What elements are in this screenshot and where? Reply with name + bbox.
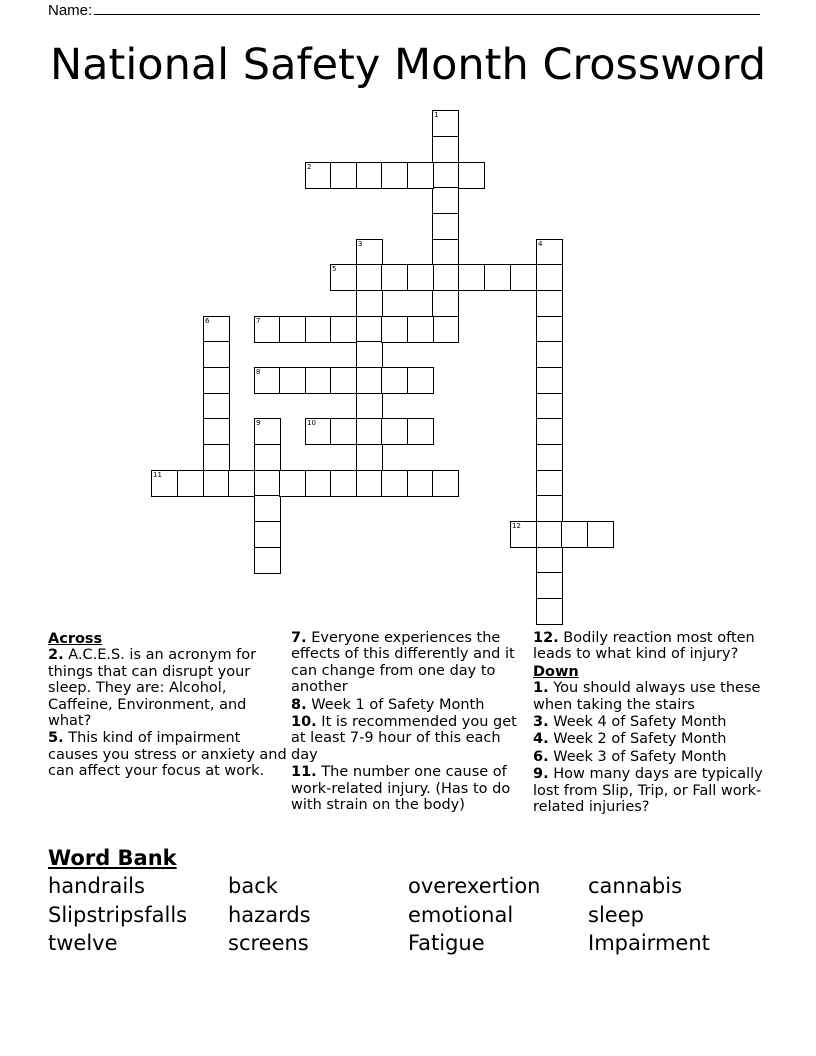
clue-item <box>533 714 773 730</box>
grid-cell[interactable] <box>432 470 459 497</box>
clues-column-1 <box>48 630 288 781</box>
grid-cell[interactable] <box>356 393 383 420</box>
word-bank-item: handrails <box>48 874 145 898</box>
grid-cell[interactable] <box>536 290 563 317</box>
word-bank-item: screens <box>228 931 309 955</box>
grid-cell[interactable] <box>407 367 434 394</box>
clue-number: 12 <box>512 522 521 530</box>
name-label: Name: <box>48 2 93 19</box>
word-bank-item: back <box>228 874 278 898</box>
clue-item-number: 1. <box>533 680 549 697</box>
clue-item-number: 2. <box>48 647 64 664</box>
grid-cell[interactable] <box>381 470 408 497</box>
grid-cell[interactable] <box>381 316 408 343</box>
clue-item-text: It is recommended you get at least 7-9 hour of this each day <box>291 714 517 763</box>
grid-cell[interactable] <box>254 547 281 574</box>
clue-item-number: 9. <box>533 766 549 783</box>
grid-cell[interactable] <box>203 367 230 394</box>
grid-cell[interactable] <box>536 470 563 497</box>
grid-cell[interactable] <box>536 239 563 266</box>
word-bank-item: twelve <box>48 931 118 955</box>
grid-cell[interactable] <box>305 316 332 343</box>
grid-cell[interactable] <box>432 290 459 317</box>
clue-item <box>533 680 773 713</box>
grid-cell[interactable] <box>432 316 459 343</box>
grid-cell[interactable] <box>356 290 383 317</box>
grid-cell[interactable] <box>432 187 459 214</box>
word-bank-item: emotional <box>408 903 514 927</box>
grid-cell[interactable] <box>203 418 230 445</box>
grid-cell[interactable] <box>330 162 357 189</box>
grid-cell[interactable] <box>381 162 408 189</box>
grid-cell[interactable] <box>536 367 563 394</box>
grid-cell[interactable] <box>510 521 537 548</box>
grid-cell[interactable] <box>356 418 383 445</box>
grid-cell[interactable] <box>305 367 332 394</box>
word-bank-item: cannabis <box>588 874 683 898</box>
grid-cell[interactable] <box>228 470 255 497</box>
grid-cell[interactable] <box>432 239 459 266</box>
grid-cell[interactable] <box>279 316 306 343</box>
clue-number: 10 <box>307 419 316 427</box>
clue-number: 8 <box>256 368 261 376</box>
clue-item-text: Week 3 of Safety Month <box>548 748 727 765</box>
grid-cell[interactable] <box>330 316 357 343</box>
grid-cell[interactable] <box>330 418 357 445</box>
across-heading: Across <box>48 631 103 647</box>
grid-cell[interactable] <box>536 444 563 471</box>
clue-item-number: 5. <box>48 730 64 747</box>
grid-cell[interactable] <box>203 444 230 471</box>
grid-cell[interactable] <box>536 341 563 368</box>
grid-cell[interactable] <box>407 264 434 291</box>
grid-cell[interactable] <box>356 470 383 497</box>
grid-cell[interactable] <box>305 418 332 445</box>
grid-cell[interactable] <box>484 264 511 291</box>
grid-cell[interactable] <box>536 521 563 548</box>
clue-number: 6 <box>205 317 210 325</box>
grid-cell[interactable] <box>432 213 459 240</box>
clue-number: 11 <box>153 471 162 479</box>
grid-cell[interactable] <box>356 239 383 266</box>
clue-number: 3 <box>358 240 363 248</box>
clue-number: 4 <box>538 240 543 248</box>
grid-cell[interactable] <box>536 393 563 420</box>
word-bank-item: Slipstripsfalls <box>48 903 188 927</box>
clue-item-text: A.C.E.S. is an acronym for things that can disrupt your sleep. They are: Alcohol, Caffeine, Environment, and what? <box>48 647 257 730</box>
clue-item <box>291 697 529 713</box>
grid-cell[interactable] <box>356 316 383 343</box>
clues-column-2 <box>291 630 529 814</box>
grid-cell[interactable] <box>254 367 281 394</box>
clue-item-text: Everyone experiences the effects of this differently and it can change from one day to another <box>291 630 515 696</box>
grid-cell[interactable] <box>381 367 408 394</box>
grid-cell[interactable] <box>151 470 178 497</box>
page-title: National Safety Month Crossword <box>49 40 767 90</box>
grid-cell[interactable] <box>203 316 230 343</box>
clue-item-text: You should always use these when taking the stairs <box>533 680 761 713</box>
grid-cell[interactable] <box>330 470 357 497</box>
clue-item <box>291 764 529 813</box>
grid-cell[interactable] <box>356 367 383 394</box>
grid-cell[interactable] <box>305 162 332 189</box>
grid-cell[interactable] <box>203 470 230 497</box>
clue-item-text: Week 1 of Safety Month <box>306 696 485 713</box>
grid-cell[interactable] <box>381 418 408 445</box>
clue-item-text: Week 2 of Safety Month <box>548 731 727 748</box>
clue-number: 2 <box>307 163 312 171</box>
grid-cell[interactable] <box>536 495 563 522</box>
grid-cell[interactable] <box>305 470 332 497</box>
grid-cell[interactable] <box>536 418 563 445</box>
grid-cell[interactable] <box>536 572 563 599</box>
word-bank-item: hazards <box>228 903 311 927</box>
grid-cell[interactable] <box>356 341 383 368</box>
word-bank-item: Fatigue <box>408 931 485 955</box>
grid-cell[interactable] <box>177 470 204 497</box>
clues-column-3 <box>533 630 773 816</box>
grid-cell[interactable] <box>432 162 459 189</box>
grid-cell[interactable] <box>458 264 485 291</box>
grid-cell[interactable] <box>458 162 485 189</box>
clue-item <box>533 630 773 663</box>
clue-number: 5 <box>332 265 337 273</box>
grid-cell[interactable] <box>510 264 537 291</box>
word-bank-item: sleep <box>588 903 644 927</box>
grid-cell[interactable] <box>536 316 563 343</box>
grid-cell[interactable] <box>356 444 383 471</box>
clue-item-text: How many days are typically lost from Slip, Trip, or Fall work-related injuries? <box>533 766 763 816</box>
clue-item <box>533 731 773 747</box>
word-bank-item: overexertion <box>408 874 541 898</box>
clue-item-number: 6. <box>533 748 549 765</box>
grid-cell[interactable] <box>203 393 230 420</box>
grid-cell[interactable] <box>279 367 306 394</box>
grid-cell[interactable] <box>561 521 588 548</box>
grid-cell[interactable] <box>279 470 306 497</box>
clue-item-number: 11. <box>291 764 317 781</box>
clue-number: 1 <box>434 111 439 119</box>
grid-cell[interactable] <box>536 547 563 574</box>
grid-cell[interactable] <box>254 418 281 445</box>
clue-item <box>533 749 773 765</box>
grid-cell[interactable] <box>356 162 383 189</box>
grid-cell[interactable] <box>407 470 434 497</box>
clue-item-number: 3. <box>533 714 549 731</box>
grid-cell[interactable] <box>330 367 357 394</box>
clue-item-number: 4. <box>533 731 549 748</box>
grid-cell[interactable] <box>536 598 563 625</box>
clue-item <box>533 766 773 815</box>
clue-item-text: Week 4 of Safety Month <box>548 714 727 731</box>
grid-cell[interactable] <box>381 264 408 291</box>
grid-cell[interactable] <box>330 264 357 291</box>
clue-item-text: This kind of impairment causes you stress or anxiety and can affect your focus at work. <box>48 730 287 780</box>
clue-item-number: 10. <box>291 714 317 731</box>
grid-cell[interactable] <box>407 316 434 343</box>
clue-item <box>291 714 529 763</box>
grid-cell[interactable] <box>254 444 281 471</box>
word-bank-item: Impairment <box>588 931 710 955</box>
grid-cell[interactable] <box>254 470 281 497</box>
grid-cell[interactable] <box>587 521 614 548</box>
grid-cell[interactable] <box>432 136 459 163</box>
grid-cell[interactable] <box>407 418 434 445</box>
grid-cell[interactable] <box>356 264 383 291</box>
grid-cell[interactable] <box>536 264 563 291</box>
down-heading: Down <box>533 663 579 680</box>
grid-cell[interactable] <box>432 264 459 291</box>
clue-number: 9 <box>256 419 261 427</box>
grid-cell[interactable] <box>254 495 281 522</box>
word-bank-title: Word Bank <box>48 846 177 870</box>
clue-item-text: The number one cause of work-related injury. (Has to do with strain on the body) <box>291 764 511 814</box>
grid-cell[interactable] <box>254 316 281 343</box>
grid-cell[interactable] <box>254 521 281 548</box>
clue-item-number: 8. <box>291 696 307 713</box>
clue-item-number: 7. <box>291 630 307 646</box>
grid-cell[interactable] <box>203 341 230 368</box>
clue-item <box>48 730 288 779</box>
clue-item <box>291 630 529 696</box>
clue-item-text: Bodily reaction most often leads to what kind of injury? <box>533 630 755 663</box>
grid-cell[interactable] <box>432 110 459 137</box>
grid-cell[interactable] <box>407 162 434 189</box>
clue-item-number: 12. <box>533 630 559 646</box>
clue-item <box>48 647 288 729</box>
clue-number: 7 <box>256 317 261 325</box>
